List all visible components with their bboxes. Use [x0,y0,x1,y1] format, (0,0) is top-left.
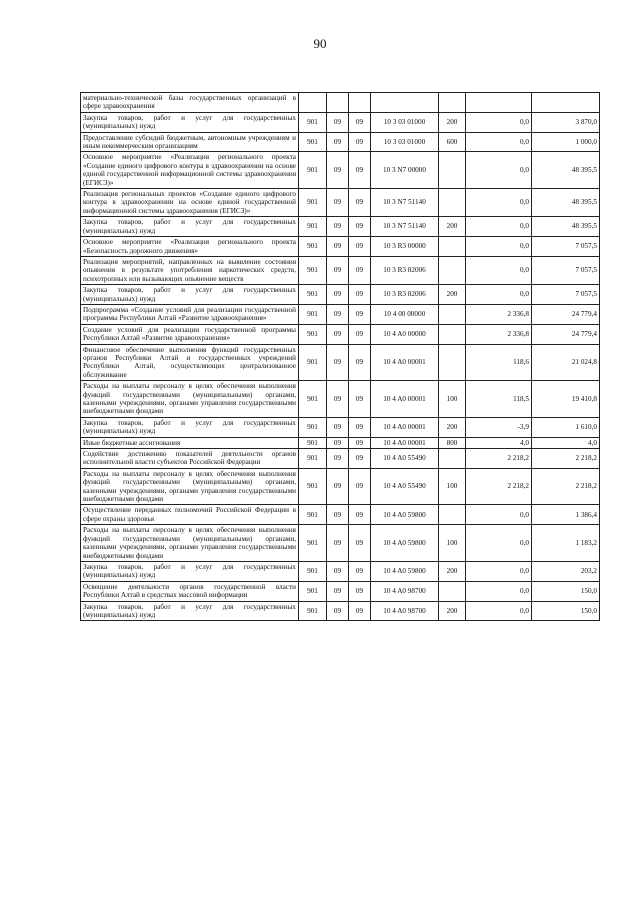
table-row [81,505,600,525]
cell-vr: 200 [439,561,466,581]
table-row [81,437,600,448]
cell-ved: 901 [299,561,327,581]
cell-vr [439,256,466,284]
page-number: 90 [313,36,327,51]
cell-sum-total: 24 779,4 [532,304,600,324]
cell-ved: 901 [299,581,327,601]
cell-pr: 09 [349,581,371,601]
cell-pr [349,93,371,113]
cell-sum-total: 3 870,0 [532,112,600,132]
cell-vr [439,344,466,381]
cell-ved: 901 [299,381,327,418]
cell-sum-change: 0,0 [466,132,532,152]
cell-sum-total: 1 610,0 [532,417,600,437]
row-name: Расходы на выплаты персоналу в целях обеспечения выполнения функций государственными (муниципальными) органами, казенными учреждениями, органами управления государственными внебюджетными фондами [81,525,299,562]
cell-pr: 09 [349,112,371,132]
table-row [81,324,600,344]
cell-vr [439,505,466,525]
cell-sum-total: 150,0 [532,581,600,601]
cell-rz: 09 [327,381,349,418]
cell-ved: 901 [299,112,327,132]
row-name: Основное мероприятие «Реализация регионального проекта «Создание единого цифрового контура в здравоохранении на основе единой государственной информационной системы здравоохранения (ЕГИСЗ)» [81,152,299,189]
cell-sum-total: 7 057,5 [532,285,600,305]
row-name: Иные бюджетные ассигнования [81,437,299,448]
cell-sum-total: 24 779,4 [532,324,600,344]
cell-ved: 901 [299,601,327,621]
cell-csr: 10 3 03 01000 [371,132,439,152]
cell-sum-change: 0,0 [466,217,532,237]
table-row [81,132,600,152]
row-name: Закупка товаров, работ и услуг для государственных (муниципальных) нужд [81,601,299,621]
cell-vr [439,237,466,257]
cell-sum-change: 0,0 [466,189,532,217]
row-name: Закупка товаров, работ и услуг для государственных (муниципальных) нужд [81,285,299,305]
cell-csr: 10 4 A0 00001 [371,344,439,381]
row-name: Закупка товаров, работ и услуг для государственных (муниципальных) нужд [81,217,299,237]
cell-rz: 09 [327,468,349,505]
table-row [81,304,600,324]
cell-rz: 09 [327,601,349,621]
cell-sum-change: 0,0 [466,112,532,132]
row-name: Реализация мероприятий, направленных на выявление состояния опьянения в результате употребления наркотических средств, психотропных или вызывающих опьянение веществ [81,256,299,284]
cell-sum-total: 203,2 [532,561,600,581]
cell-pr: 09 [349,505,371,525]
row-name: материально-технической базы государственных организаций в сфере здравоохранения [81,93,299,113]
cell-sum-total: 1 000,0 [532,132,600,152]
cell-pr: 09 [349,381,371,418]
cell-vr [439,449,466,469]
row-name: Расходы на выплаты персоналу в целях обеспечения выполнения функций государственными (муниципальными) органами, казенными учреждениями, органами управления государственными внебюджетными фондами [81,381,299,418]
cell-ved: 901 [299,505,327,525]
cell-rz: 09 [327,217,349,237]
cell-sum-total: 7 057,5 [532,237,600,257]
table-row [81,344,600,381]
cell-vr [439,189,466,217]
cell-sum-change: 0,0 [466,152,532,189]
cell-sum-change: -3,9 [466,417,532,437]
cell-sum-change: 2 336,8 [466,324,532,344]
cell-sum-total: 1 386,4 [532,505,600,525]
cell-csr: 10 4 A0 98700 [371,601,439,621]
row-name: Расходы на выплаты персоналу в целях обеспечения выполнения функций государственными (муниципальными) органами, казенными учреждениями, органами управления государственными внебюджетными фондами [81,468,299,505]
table-row [81,417,600,437]
row-name: Реализация региональных проектов «Создание единого цифрового контура в здравоохранении на основе единой государственной информационной системы здравоохранения (ЕГИСЗ)» [81,189,299,217]
table-row [81,237,600,257]
cell-vr [439,93,466,113]
cell-ved: 901 [299,152,327,189]
cell-csr: 10 4 A0 55490 [371,468,439,505]
cell-pr: 09 [349,449,371,469]
table-row [81,561,600,581]
cell-rz: 09 [327,449,349,469]
cell-ved: 901 [299,189,327,217]
table-row [81,601,600,621]
cell-sum-change: 0,0 [466,601,532,621]
cell-sum-change [466,93,532,113]
cell-sum-total [532,93,600,113]
cell-vr [439,581,466,601]
table-row [81,93,600,113]
cell-sum-total: 2 218,2 [532,449,600,469]
cell-pr: 09 [349,324,371,344]
cell-rz: 09 [327,112,349,132]
cell-sum-change: 4,0 [466,437,532,448]
cell-ved: 901 [299,417,327,437]
row-name: Закупка товаров, работ и услуг для государственных (муниципальных) нужд [81,561,299,581]
cell-ved: 901 [299,217,327,237]
cell-ved: 901 [299,449,327,469]
cell-rz: 09 [327,132,349,152]
cell-sum-total: 48 395,5 [532,189,600,217]
cell-ved: 901 [299,237,327,257]
cell-csr: 10 3 N7 51140 [371,189,439,217]
cell-rz: 09 [327,304,349,324]
cell-pr: 09 [349,344,371,381]
cell-vr: 600 [439,132,466,152]
cell-vr: 200 [439,217,466,237]
cell-sum-total: 19 410,8 [532,381,600,418]
cell-ved: 901 [299,285,327,305]
cell-ved: 901 [299,256,327,284]
cell-ved: 901 [299,304,327,324]
cell-pr: 09 [349,189,371,217]
row-name: Освещение деятельности органов государственной власти Республики Алтай в средствах массовой информации [81,581,299,601]
cell-vr [439,324,466,344]
cell-vr: 100 [439,525,466,562]
cell-pr: 09 [349,304,371,324]
cell-ved [299,93,327,113]
cell-csr: 10 4 A0 00001 [371,417,439,437]
cell-sum-change: 2 218,2 [466,468,532,505]
cell-ved: 901 [299,437,327,448]
cell-csr: 10 4 A0 98700 [371,581,439,601]
row-name: Закупка товаров, работ и услуг для государственных (муниципальных) нужд [81,417,299,437]
cell-sum-change: 118,6 [466,344,532,381]
cell-sum-change: 0,0 [466,256,532,284]
row-name: Предоставление субсидий бюджетным, автономным учреждениям и иным некоммерческим организациям [81,132,299,152]
cell-csr: 10 4 A0 55490 [371,449,439,469]
row-name: Подпрограмма «Создание условий для реализации государственной программы Республики Алтай «Развитие здравоохранения» [81,304,299,324]
cell-csr: 10 3 N7 51140 [371,217,439,237]
cell-pr: 09 [349,217,371,237]
cell-rz: 09 [327,344,349,381]
table-row [81,217,600,237]
cell-ved: 901 [299,132,327,152]
cell-ved: 901 [299,344,327,381]
row-name: Основное мероприятие «Реализация регионального проекта «Безопасность дорожного движения» [81,237,299,257]
cell-sum-change: 0,0 [466,237,532,257]
cell-rz: 09 [327,324,349,344]
cell-pr: 09 [349,285,371,305]
cell-sum-total: 1 183,2 [532,525,600,562]
cell-csr: 10 4 A0 00001 [371,381,439,418]
table-row [81,468,600,505]
row-name: Финансовое обеспечение выполнения функций государственных органов Республики Алтай и государственных учреждений Республики Алтай, осуществляющих централизованное обслуживание [81,344,299,381]
table-row [81,112,600,132]
cell-rz: 09 [327,152,349,189]
cell-csr: 10 3 N7 00000 [371,152,439,189]
cell-csr: 10 4 00 00000 [371,304,439,324]
cell-vr: 200 [439,417,466,437]
cell-csr: 10 4 A0 59800 [371,505,439,525]
cell-csr: 10 3 03 01000 [371,112,439,132]
cell-sum-change: 2 336,8 [466,304,532,324]
cell-rz: 09 [327,237,349,257]
cell-pr: 09 [349,417,371,437]
cell-pr: 09 [349,601,371,621]
cell-sum-total: 4,0 [532,437,600,448]
cell-csr: 10 4 A0 59800 [371,525,439,562]
cell-csr: 10 3 R3 82006 [371,256,439,284]
cell-rz: 09 [327,581,349,601]
cell-rz: 09 [327,189,349,217]
cell-rz: 09 [327,437,349,448]
cell-vr [439,304,466,324]
cell-csr: 10 3 R3 82006 [371,285,439,305]
cell-sum-change: 0,0 [466,581,532,601]
row-name: Осуществление переданных полномочий Российской Федерации в сфере охраны здоровья [81,505,299,525]
cell-pr: 09 [349,256,371,284]
cell-vr: 800 [439,437,466,448]
cell-ved: 901 [299,468,327,505]
table-row [81,285,600,305]
cell-vr: 200 [439,112,466,132]
cell-rz: 09 [327,561,349,581]
cell-csr: 10 4 A0 00001 [371,437,439,448]
table-row [81,256,600,284]
cell-vr: 100 [439,468,466,505]
cell-rz [327,93,349,113]
cell-ved: 901 [299,525,327,562]
cell-sum-change: 0,0 [466,561,532,581]
cell-csr: 10 3 R3 00000 [371,237,439,257]
cell-pr: 09 [349,468,371,505]
cell-sum-total: 48 395,5 [532,152,600,189]
cell-sum-total: 21 024,8 [532,344,600,381]
cell-pr: 09 [349,132,371,152]
cell-pr: 09 [349,525,371,562]
table-row [81,189,600,217]
cell-vr: 200 [439,601,466,621]
cell-sum-change: 118,5 [466,381,532,418]
table-row [81,152,600,189]
table-row [81,525,600,562]
cell-csr [371,93,439,113]
row-name: Содействие достижению показателей деятельности органов исполнительной власти субъектов Российской Федерации [81,449,299,469]
table-row [81,581,600,601]
cell-pr: 09 [349,237,371,257]
cell-rz: 09 [327,525,349,562]
cell-pr: 09 [349,561,371,581]
cell-csr: 10 4 A0 59800 [371,561,439,581]
cell-sum-change: 0,0 [466,525,532,562]
cell-sum-total: 2 218,2 [532,468,600,505]
table-row [81,449,600,469]
budget-table [80,92,600,621]
cell-ved: 901 [299,324,327,344]
cell-vr: 100 [439,381,466,418]
row-name: Закупка товаров, работ и услуг для государственных (муниципальных) нужд [81,112,299,132]
cell-rz: 09 [327,417,349,437]
cell-rz: 09 [327,256,349,284]
cell-sum-change: 0,0 [466,505,532,525]
cell-sum-change: 2 218,2 [466,449,532,469]
cell-sum-total: 150,0 [532,601,600,621]
cell-sum-change: 0,0 [466,285,532,305]
cell-csr: 10 4 A0 00000 [371,324,439,344]
cell-pr: 09 [349,152,371,189]
cell-rz: 09 [327,285,349,305]
table-row [81,381,600,418]
cell-vr: 200 [439,285,466,305]
cell-sum-total: 7 057,5 [532,256,600,284]
row-name: Создание условий для реализации государственной программы Республики Алтай «Развитие здравоохранения» [81,324,299,344]
cell-pr: 09 [349,437,371,448]
cell-sum-total: 48 395,5 [532,217,600,237]
cell-rz: 09 [327,505,349,525]
cell-vr [439,152,466,189]
